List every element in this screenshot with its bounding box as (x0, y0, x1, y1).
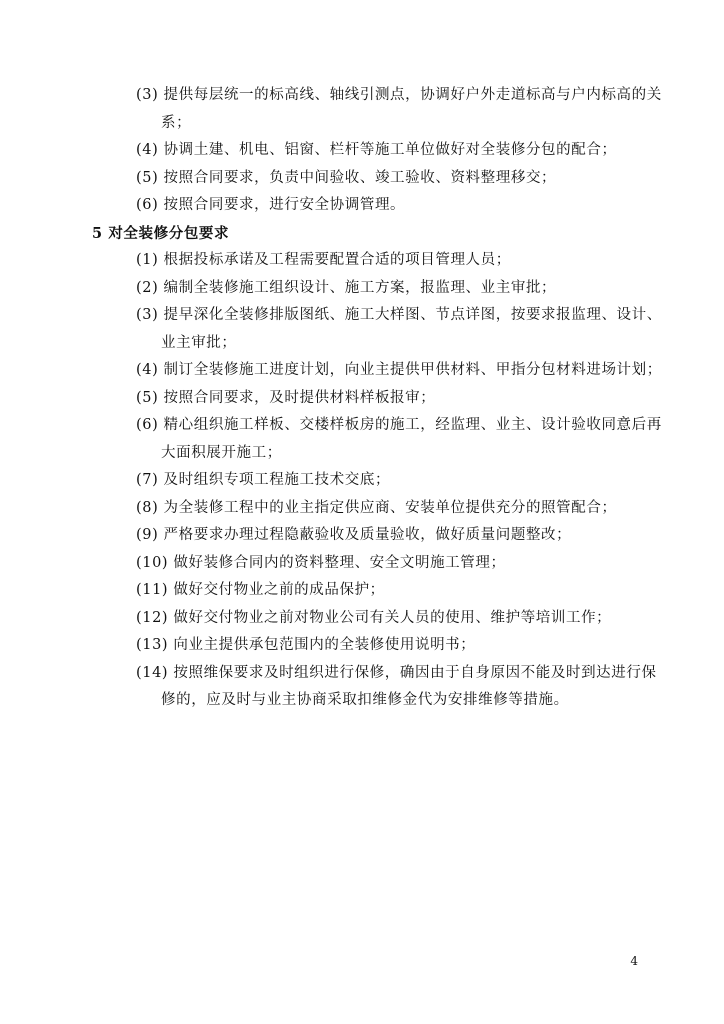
list-item: (4) 协调土建、机电、铝窗、栏杆等施工单位做好对全装修分包的配合； (136, 142, 617, 158)
list-item: (6) 按照合同要求，进行安全协调管理。 (136, 197, 406, 213)
list-item: (5) 按照合同要求，负责中间验收、竣工验收、资料整理移交； (136, 169, 557, 186)
page-number: 4 (630, 954, 638, 968)
list-item: (4) 制订全装修施工进度计划，向业主提供甲供材料、甲指分包材料进场计划； (136, 362, 662, 378)
list-item: (13) 向业主提供承包范围内的全装修使用说明书； (136, 637, 476, 653)
list-item: (14) 按照维保要求及时组织进行保修，确因由于自身原因不能及时到达进行保 (136, 664, 657, 681)
list-item: (9) 严格要求办理过程隐蔽验收及质量验收，做好质量问题整改； (136, 527, 572, 543)
list-item: (2) 编制全装修施工组织设计、施工方案，报监理、业主审批； (136, 279, 557, 296)
list-item-continuation: 系； (161, 114, 192, 131)
list-item: (3) 提供每层统一的标高线、轴线引测点，协调好户外走道标高与户内标高的关 (136, 87, 662, 103)
list-item: (11) 做好交付物业之前的成品保护； (136, 582, 385, 598)
list-item-continuation: 业主审批； (161, 334, 237, 351)
list-item: (12) 做好交付物业之前对物业公司有关人员的使用、维护等培训工作； (136, 609, 612, 626)
list-item: (5) 按照合同要求，及时提供材料样板报审； (136, 389, 436, 406)
list-item: (6) 精心组织施工样板、交楼样板房的施工，经监理、业主、设计验收同意后再 (136, 417, 662, 433)
section-heading: 5 对全装修分包要求 (92, 224, 230, 242)
list-item: (1) 根据投标承诺及工程需要配置合适的项目管理人员； (136, 252, 511, 268)
list-item: (3) 提早深化全装修排版图纸、施工大样图、节点详图，按要求报监理、设计、 (136, 307, 662, 323)
list-item-continuation: 修的，应及时与业主协商采取扣维修金代为安排维修等措施。 (161, 692, 569, 708)
list-item: (7) 及时组织专项工程施工技术交底； (136, 472, 391, 488)
document-body (0, 82, 724, 715)
list-item: (10) 做好装修合同内的资料整理、安全文明施工管理； (136, 554, 506, 571)
list-item-continuation: 大面积展开施工； (161, 444, 282, 461)
list-item: (8) 为全装修工程中的业主指定供应商、安装单位提供充分的照管配合； (136, 499, 617, 516)
